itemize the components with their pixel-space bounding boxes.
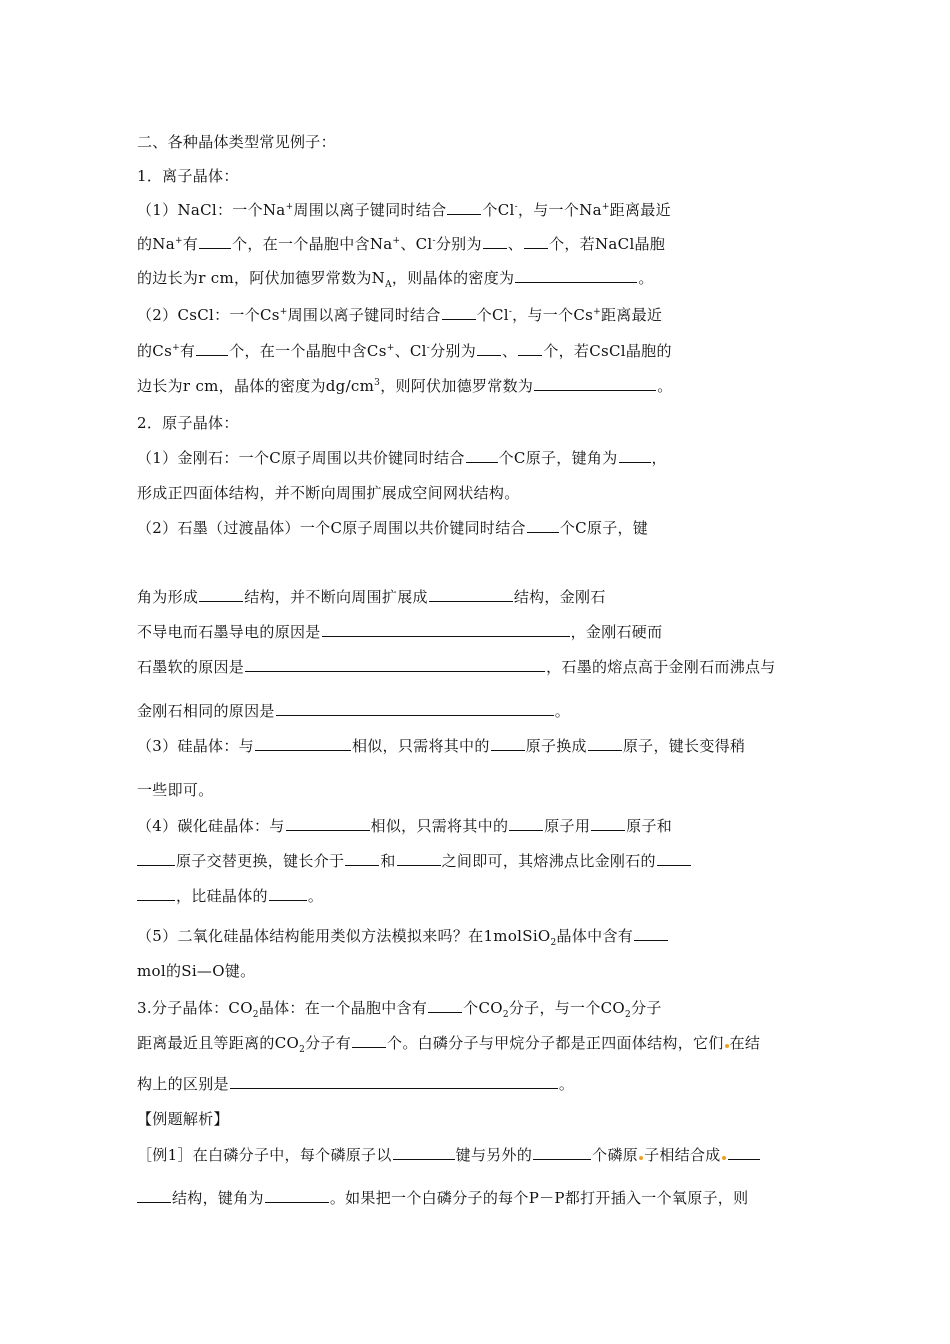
- sio2-line-2: mol的Si—O键。: [137, 962, 256, 980]
- example-heading: 【例题解析】: [137, 1110, 229, 1128]
- highlight-mark: [639, 1156, 643, 1160]
- example-line-1: ［例1］在白磷分子中，每个磷原子以 键与另外的 个磷原 子相结合成: [137, 1145, 761, 1165]
- blank[interactable]: [515, 268, 637, 283]
- blank[interactable]: [483, 234, 507, 249]
- blank[interactable]: [477, 341, 501, 356]
- cscl-line-2: 的Cs+有 个，在一个晶胞中含Cs+、Cl-分别为 、 个，若CsCl晶胞的: [137, 342, 672, 360]
- blank[interactable]: [255, 736, 351, 751]
- blank[interactable]: [466, 448, 498, 463]
- blank[interactable]: [137, 886, 175, 901]
- blank[interactable]: [533, 1145, 591, 1160]
- blank[interactable]: [199, 587, 243, 602]
- graphite-line-2: 角为形成 结构，并不断向周围扩展成 结构，金刚石: [137, 588, 606, 606]
- graphite-line-5: 金刚石相同的原因是 。: [137, 702, 571, 720]
- blank[interactable]: [634, 926, 668, 941]
- blank[interactable]: [276, 701, 554, 716]
- blank[interactable]: [196, 341, 228, 356]
- blank[interactable]: [657, 851, 691, 866]
- blank[interactable]: [524, 234, 548, 249]
- blank[interactable]: [518, 341, 542, 356]
- blank[interactable]: [286, 816, 370, 831]
- blank[interactable]: [245, 657, 545, 672]
- nacl-line-1: （1）NaCl：一个Na+周围以离子键同时结合 个Cl-，与一个Na+距离最近: [137, 201, 671, 219]
- section-title: 二、各种晶体类型常见例子：: [137, 133, 336, 151]
- blank[interactable]: [534, 376, 656, 391]
- diamond-line-1: （1）金刚石：一个C原子周围以共价键同时结合 个C原子，键角为 ，: [137, 449, 667, 467]
- highlight-mark: [725, 1044, 729, 1048]
- blank[interactable]: [591, 816, 625, 831]
- blank[interactable]: [728, 1145, 760, 1160]
- diamond-line-2: 形成正四面体结构，并不断向周围扩展成空间网状结构。: [137, 484, 520, 502]
- blank[interactable]: [428, 998, 462, 1013]
- blank[interactable]: [588, 736, 622, 751]
- atomic-heading: 2．原子晶体：: [137, 414, 239, 432]
- highlight-mark: [722, 1156, 726, 1160]
- graphite-line-1: （2）石墨（过渡晶体）一个C原子周围以共价键同时结合 个C原子，键: [137, 519, 649, 537]
- blank[interactable]: [527, 518, 559, 533]
- sio2-line-1: （5）二氧化硅晶体结构能用类似方法模拟来吗？在1molSiO$_2$晶体中含有: [137, 926, 669, 946]
- nacl-line-3: 的边长为r cm，阿伏加德罗常数为$N_A$，则晶体的密度为 。: [137, 269, 654, 290]
- blank[interactable]: [265, 1188, 329, 1203]
- sic-line-3: ，比硅晶体的 。: [137, 886, 323, 906]
- cscl-line-3: 边长为r cm，晶体的密度为$dg/cm^3$，则阿伏加德罗常数为 。: [137, 377, 673, 395]
- example-line-2: 结构，键角为 。如果把一个白磷分子的每个P－P都打开插入一个氧原子，则: [137, 1188, 748, 1208]
- molecular-line-1: 3.分子晶体：$CO_2$晶体：在一个晶胞中含有 个$CO_2$分子，与一个$CO_2$分子: [137, 999, 662, 1020]
- graphite-line-4: 石墨软的原因是 ，石墨的熔点高于金刚石而沸点与: [137, 658, 776, 676]
- blank[interactable]: [393, 1145, 455, 1160]
- sic-line-1: （4）碳化硅晶体：与 相似，只需将其中的 原子用 原子和: [137, 817, 673, 835]
- silicon-line-2: 一些即可。: [137, 781, 214, 799]
- blank[interactable]: [429, 587, 513, 602]
- blank[interactable]: [137, 851, 175, 866]
- blank[interactable]: [269, 886, 307, 901]
- cscl-line-1: （2）CsCl：一个Cs+周围以离子键同时结合 个Cl-，与一个Cs+距离最近: [137, 306, 663, 324]
- blank[interactable]: [230, 1074, 558, 1089]
- blank[interactable]: [352, 1033, 386, 1048]
- blank[interactable]: [619, 448, 651, 463]
- blank[interactable]: [137, 1188, 171, 1203]
- blank[interactable]: [397, 851, 441, 866]
- nacl-line-2: 的Na+有 个，在一个晶胞中含Na+、Cl-分别为 、 个，若NaCl晶胞: [137, 235, 666, 253]
- blank[interactable]: [322, 622, 570, 637]
- molecular-line-3: 构上的区别是 。: [137, 1075, 575, 1093]
- molecular-line-2: 距离最近且等距离的$CO_2$分子有 个。白磷分子与甲烷分子都是正四面体结构，它们 在结: [137, 1034, 761, 1055]
- blank[interactable]: [442, 305, 476, 320]
- blank[interactable]: [345, 851, 379, 866]
- blank[interactable]: [199, 234, 231, 249]
- graphite-line-3: 不导电而石墨导电的原因是 ，金刚石硬而: [137, 623, 663, 641]
- sic-line-2: 原子交替更换，键长介于 和 之间即可，其熔沸点比金刚石的: [137, 851, 692, 871]
- blank[interactable]: [447, 200, 481, 215]
- silicon-line-1: （3）硅晶体：与 相似，只需将其中的 原子换成 原子，键长变得稍: [137, 737, 746, 755]
- blank[interactable]: [509, 816, 543, 831]
- ionic-heading: 1．离子晶体：: [137, 167, 239, 185]
- blank[interactable]: [491, 736, 525, 751]
